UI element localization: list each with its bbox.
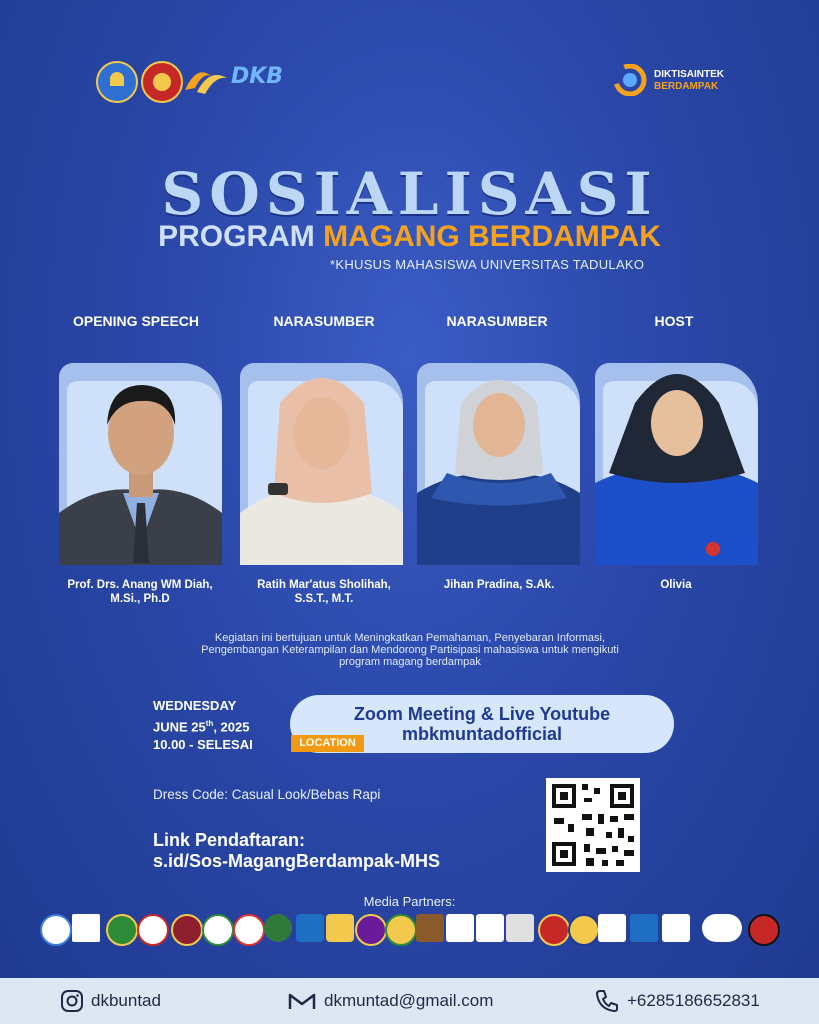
subtitle-magang: MAGANG BERDAMPAK — [323, 220, 661, 253]
speaker-photo-jihan — [417, 363, 580, 565]
partner-logo — [355, 914, 387, 946]
speaker-name-jihan-line1: Jihan Pradina, S.Ak. — [443, 579, 555, 591]
location-badge: LOCATION — [291, 735, 364, 752]
partner-logo — [748, 914, 780, 946]
event-description — [150, 632, 670, 668]
subtitle-program: PROGRAM — [158, 220, 324, 253]
partner-logo — [137, 914, 169, 946]
partner-logo — [506, 914, 534, 942]
footer-instagram-handle: dkbuntad — [91, 991, 161, 1010]
speaker-name-olivia-line1: Olivia — [660, 579, 692, 591]
partner-logo — [296, 914, 324, 942]
partner-logo — [72, 914, 100, 942]
partner-logo — [568, 914, 600, 946]
partner-logo — [233, 914, 265, 946]
partner-logo — [202, 914, 234, 946]
speaker-name-anang-line2: M.Si., Ph.D — [110, 593, 170, 605]
partner-logo — [598, 914, 626, 942]
instagram-icon — [60, 989, 84, 1013]
event-date-suffix: , 2025 — [213, 719, 250, 735]
partner-logo — [171, 914, 203, 946]
speaker-name-ratih-line1: Ratih Mar'atus Sholihah, — [257, 579, 391, 591]
speaker-photo-ratih — [240, 363, 403, 565]
untad-logo — [141, 61, 183, 103]
page-subtitle — [0, 220, 819, 254]
location-platform: Zoom Meeting & Live Youtube — [353, 704, 611, 724]
audience-note: *KHUSUS MAHASISWA UNIVERSITAS TADULAKO — [330, 257, 645, 272]
footer-instagram[interactable] — [60, 978, 161, 1024]
partner-logo — [106, 914, 138, 946]
event-schedule — [153, 697, 253, 754]
event-date-prefix: JUNE 25 — [153, 719, 206, 735]
speaker-name-anang-line1: Prof. Drs. Anang WM Diah, — [67, 579, 213, 591]
partner-logo — [264, 914, 292, 942]
diktisaintek-line1: DIKTISAINTEK — [654, 69, 724, 80]
media-partners-label: Media Partners: — [363, 894, 456, 909]
footer-email-address: dkmuntad@gmail.com — [324, 991, 494, 1010]
page-title: SOSIALISASI — [161, 160, 658, 228]
dkb-logo-text: DKB — [231, 64, 284, 89]
partner-logo — [538, 914, 570, 946]
description-line2: Pengembangan Keterampilan dan Mendorong Partisipasi mahasiswa untuk mengikuti — [201, 644, 619, 656]
partner-logo — [630, 914, 658, 942]
diktisaintek-swirl-icon — [614, 64, 648, 96]
gmail-icon — [287, 989, 317, 1013]
dkb-wing-icon — [183, 62, 229, 98]
partner-logo — [40, 914, 72, 946]
diktisaintek-line2: BERDAMPAK — [654, 81, 719, 92]
partner-logo — [326, 914, 354, 942]
footer-email[interactable] — [287, 978, 493, 1024]
speaker-photo-olivia — [595, 363, 758, 565]
description-line1: Kegiatan ini bertujuan untuk Meningkatkan Pemahaman, Penyebaran Informasi, — [214, 632, 606, 644]
event-date — [153, 715, 253, 736]
location-channel: mbkmuntadofficial — [401, 724, 562, 744]
role-host: HOST — [654, 313, 694, 329]
partner-logo — [416, 914, 444, 942]
partner-logo — [476, 914, 504, 942]
footer-phone[interactable] — [594, 978, 760, 1024]
description-line3: program magang berdampak — [339, 656, 481, 668]
role-narasumber-1: NARASUMBER — [273, 313, 375, 329]
partner-logo — [446, 914, 474, 942]
footer-contact-bar — [0, 978, 819, 1024]
diktisaintek-logo — [614, 64, 744, 96]
media-partners-logos — [40, 914, 780, 950]
partner-logo — [662, 914, 690, 942]
speaker-name-ratih — [229, 578, 419, 606]
event-day: WEDNESDAY — [153, 698, 237, 713]
dress-code: Dress Code: Casual Look/Bebas Rapi — [153, 787, 381, 802]
speaker-name-jihan — [404, 578, 594, 592]
speaker-name-anang — [45, 578, 235, 606]
role-narasumber-2: NARASUMBER — [446, 313, 548, 329]
footer-phone-number: +6285186652831 — [627, 991, 760, 1010]
event-date-sup: th — [205, 719, 214, 728]
registration-label: Link Pendaftaran: — [153, 830, 306, 850]
registration-qr-code[interactable] — [546, 778, 640, 872]
partner-logo — [385, 914, 417, 946]
partner-logo — [702, 914, 742, 942]
registration-link[interactable]: s.id/Sos-MagangBerdampak-MHS — [153, 851, 441, 871]
dkb-logo — [183, 62, 293, 98]
phone-icon — [594, 988, 620, 1014]
tut-wuri-handayani-logo — [96, 61, 138, 103]
speaker-name-ratih-line2: S.S.T., M.T. — [294, 593, 354, 605]
speaker-photo-anang — [59, 363, 222, 565]
event-time: 10.00 - SELESAI — [153, 737, 253, 753]
role-opening-speech: OPENING SPEECH — [72, 313, 200, 329]
speaker-name-olivia — [581, 578, 771, 592]
qr-code-icon — [546, 778, 640, 872]
